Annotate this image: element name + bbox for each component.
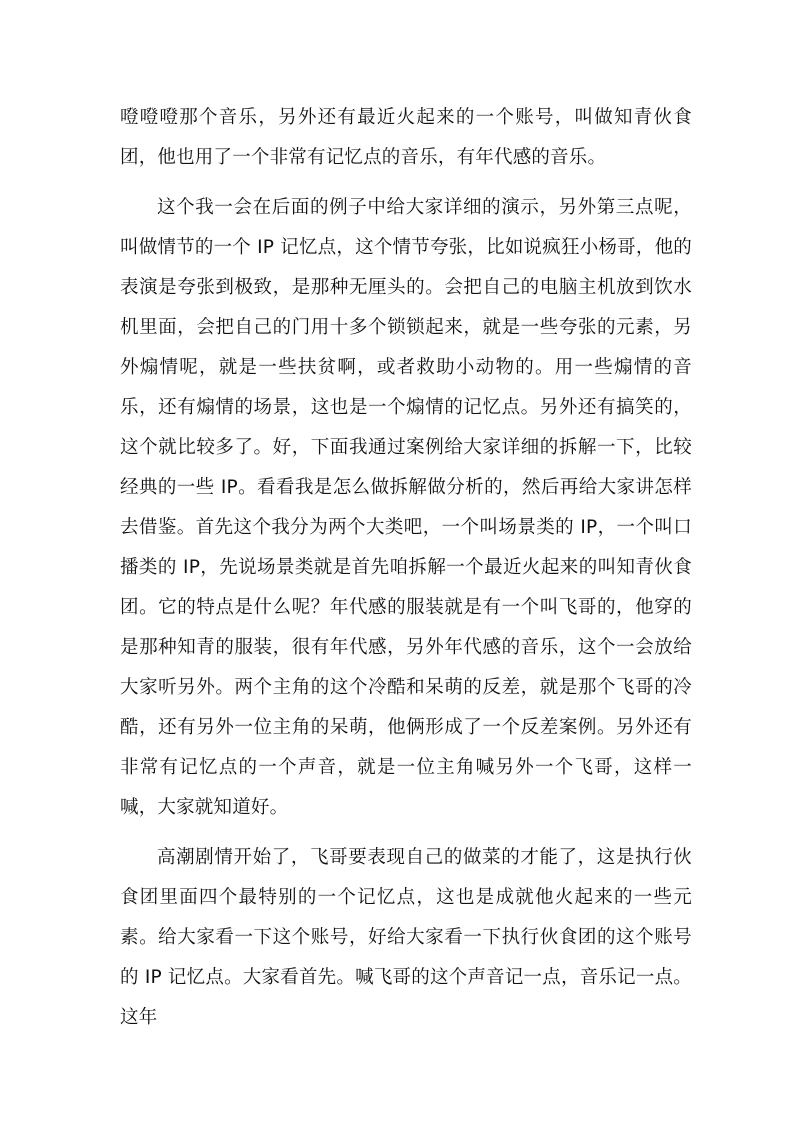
paragraph-2: 这个我一会在后面的例子中给大家详细的演示，另外第三点呢，叫做情节的一个 IP 记忆点，这个情节夸张，比如说疯狂小杨哥，他的表演是夸张到极致，是那种无厘头的。会把自己的电脑主机放到饮水机里面，会把自己的门用十多个锁锁起来，就是一些夸张的元素，另外煽情呢，就是一些扶贫啊，或者救助小动物的。用一些煽情的音乐，还有煽情的场景，这也是一个煽情的记忆点。另外还有搞笑的，这个就比较多了。好，下面我通过案例给大家详细的拆解一下，比较经典的一些 IP。看看我是怎么做拆解做分析的，然后再给大家讲怎样去借鉴。首先这个我分为两个大类吧，一个叫场景类的 IP，一个叫口播类的 IP，先说场景类就是首先咱拆解一个最近火起来的叫知青伙食团。它的特点是什么呢？年代感的服装就是有一个叫飞哥的，他穿的是那种知青的服装，很有年代感，另外年代感的音乐，这个一会放给大家听另外。两个主角的这个冷酷和呆萌的反差，就是那个飞哥的冷酷，还有另外一位主角的呆萌，他俩形成了一个反差案例。另外还有非常有记忆点的一个声音，就是一位主角喊另外一个飞哥，这样一喊，大家就知道好。: [120, 197, 692, 818]
document-body: [120, 98, 692, 1038]
paragraph-1: 噔噔噔那个音乐，另外还有最近火起来的一个账号，叫做知青伙食团，他也用了一个非常有记忆点的音乐，有年代感的音乐。: [120, 107, 692, 168]
paragraph-3: 高潮剧情开始了，飞哥要表现自己的做菜的才能了，这是执行伙食团里面四个最特别的一个记忆点，这也是成就他火起来的一些元素。给大家看一下这个账号，好给大家看一下执行伙食团的这个账号的 IP 记忆点。大家看首先。喊飞哥的这个声音记一点，音乐记一点。这年: [120, 847, 692, 1028]
